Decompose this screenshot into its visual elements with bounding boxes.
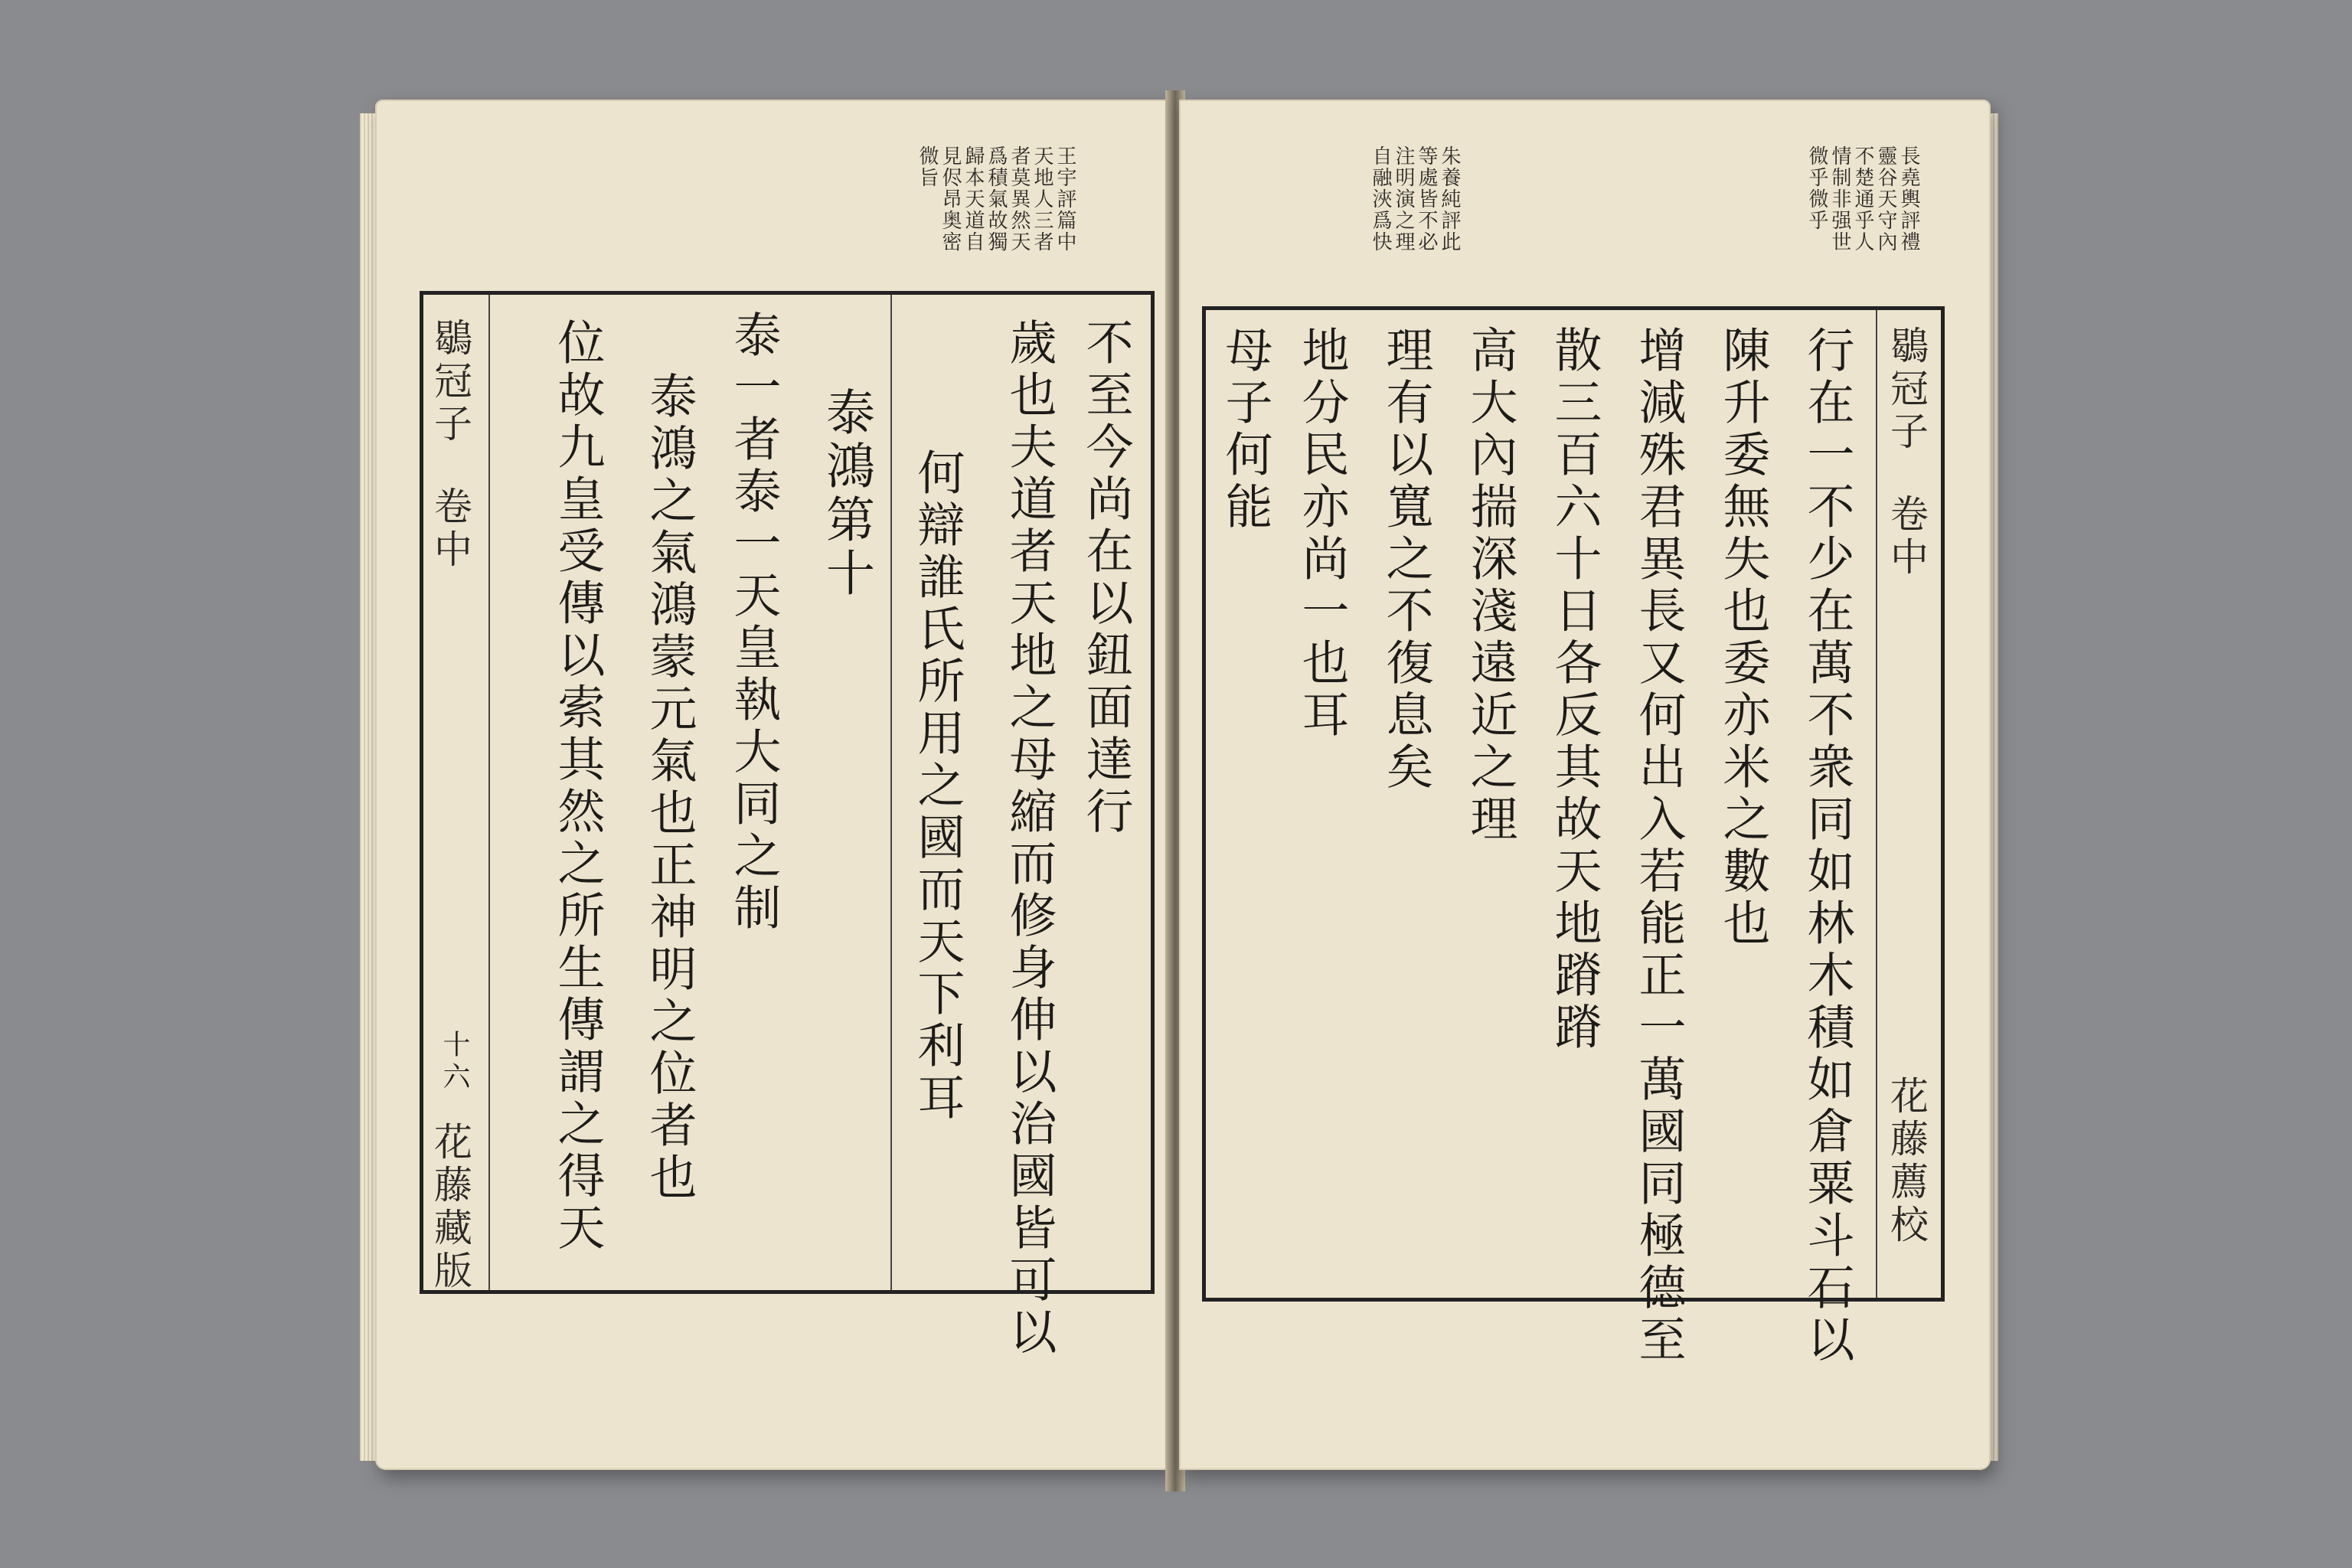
right-page [1179, 100, 1991, 1470]
left-side-label: 鶡冠子 [428, 318, 472, 446]
right-text-frame [1202, 306, 1945, 1367]
right-collator: 花藤薦校 [1884, 1076, 1929, 1247]
left-margin-note-5: 歸本天道自 [962, 145, 985, 253]
left-text-frame [420, 291, 1155, 1359]
right-text-column-3: 增減殊君異長又何出入若能正一萬國同極德至 [1631, 325, 1687, 1367]
right-text-column-8: 母子何能 [1217, 325, 1273, 534]
right-side-label: 鶡冠子 [1884, 325, 1929, 454]
left-page-edges [360, 113, 377, 1461]
right-text-column-4: 散三百六十日各反其故天地蹐蹐 [1547, 325, 1602, 1054]
left-margin-note-2: 天地人三者 [1031, 145, 1054, 253]
right-text-column-1: 行在一不少在萬不衆同如林木積如倉粟斗石以 [1799, 325, 1855, 1367]
right-text-column-6: 理有以寬之不復息矣 [1378, 325, 1434, 794]
right-margin-note-5: 微乎微乎 [1805, 145, 1828, 231]
right-text-column-7: 地分民亦尚一也耳 [1294, 325, 1350, 742]
left-margin-note-1: 王宇評篇中 [1054, 145, 1076, 253]
right-margin-note-3: 不楚通乎人 [1851, 145, 1874, 253]
right-margin-note-9: 自融浹爲快 [1369, 145, 1392, 253]
right-text-column-2: 陳升委無失也委亦米之數也 [1715, 325, 1771, 950]
left-text-column-5: 泰鴻之氣鴻蒙元氣也正神明之位者也 [642, 371, 697, 1204]
left-margin-note-7: 微旨 [916, 145, 939, 188]
right-margin-note-7: 等處皆不必 [1415, 145, 1438, 253]
chapter-title: 泰鴻第十 [818, 387, 874, 601]
left-text-column-6: 位故九皇受傳以索其然之所生傳謂之得天 [550, 318, 606, 1255]
left-text-column-3: 何辯誰氏所用之國而天下利耳 [910, 448, 965, 1125]
right-margin-note-2: 靈谷天守內 [1874, 145, 1897, 253]
right-margin-note-1: 長堯輿評禮 [1897, 145, 1920, 253]
left-margin-note-3: 者莫異然天 [1008, 145, 1031, 253]
left-text-column-2: 歲也夫道者天地之母縮而修身伸以治國皆可以 [1001, 318, 1057, 1359]
right-margin-note-4: 情制非强世 [1828, 145, 1851, 253]
left-folio: 十六 [439, 1030, 470, 1094]
left-side-chapter: 卷中 [428, 486, 472, 572]
left-publisher: 花藤藏版 [428, 1122, 472, 1293]
right-margin-note-6: 朱養純評此 [1438, 145, 1461, 253]
left-page [375, 100, 1171, 1470]
left-margin-note-4: 爲積氣故獨 [985, 145, 1008, 253]
right-text-column-5: 高大內揣深淺遠近之理 [1462, 325, 1518, 846]
open-book [360, 90, 2014, 1499]
right-margin-note-8: 注明演之理 [1392, 145, 1415, 253]
right-side-chapter: 卷中 [1884, 494, 1929, 580]
left-text-column-4: 泰一者泰一天皇執大同之制 [726, 310, 782, 935]
left-margin-note-6: 見侭昂奥密 [939, 145, 962, 253]
left-text-column-1: 不至今尚在以鈕面達行 [1078, 318, 1134, 838]
